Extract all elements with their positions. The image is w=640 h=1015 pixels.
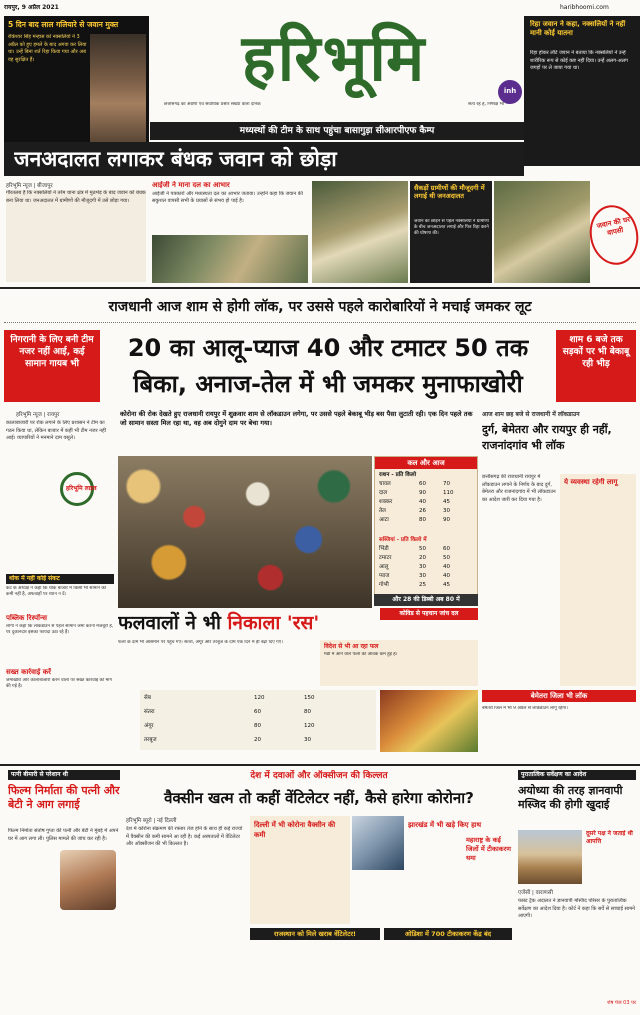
topline-rule xyxy=(4,322,636,323)
bemetara-title: बेमेतरा जिला भी लॉक xyxy=(530,692,588,700)
lead-kicker: 5 दिन बाद लाल गलियारे से जवान मुक्त xyxy=(8,20,119,29)
rajasthan-title: राजस्थान को मिले खराब वेंटिलेटर! xyxy=(274,930,356,938)
market-crowd-photo xyxy=(118,456,372,608)
arrangements-title: ये व्यवस्था रहेगी लागू xyxy=(564,478,618,486)
vaccine-photo xyxy=(352,816,404,870)
price-table xyxy=(379,471,475,531)
masthead-tagline: छत्तीसगढ़ का अग्रणी एवं सर्वाधिक प्रसार संख्या वाला दैनिक xyxy=(164,102,261,107)
dateline: रायपुर, 9 अप्रैल 2021 xyxy=(4,4,59,11)
live-logo-label: हरिभूमि लाइव xyxy=(66,485,97,492)
fruit-headline-word: निकाला 'रस' xyxy=(227,612,320,634)
bottom-right-headline: अयोध्या की तरह ज्ञानवापी मस्जिद की होगी खुदाई xyxy=(518,784,623,811)
app-badge-label: inh xyxy=(503,87,517,95)
photo2-caption: सैकड़ों ग्रामीणों की मौजूदगी में लगाई थी जनअदालत xyxy=(414,184,485,200)
fruit-side-title: विदेश से भी आ रहा फल xyxy=(324,643,379,650)
bottom-center-headline: वैक्सीन खत्म तो कहीं वेंटिलेटर नहीं, कैसे हारेगा कोरोना? xyxy=(164,789,474,807)
price-panel xyxy=(374,456,478,604)
right-headline: दुर्ग, बेमेतरा और रायपुर ही नहीं, राजनांदगांव भी लॉक xyxy=(482,423,612,452)
section-divider-1 xyxy=(0,287,640,289)
lockdown-topline: राजधानी आज शाम से होगी लॉक, पर उससे पहले कारोबारियों ने मचाई जमकर लूट xyxy=(108,299,532,315)
fruit-row-2: अंगूर 80 120 xyxy=(144,723,315,729)
bottom-right-byline: एजेंसी | वाराणसी xyxy=(518,890,553,896)
odisha-title: ओडिशा में 700 टीकाकरण केंद्र बंद xyxy=(404,930,492,938)
bottom-center-kicker: देश में दवाओं और ऑक्सीजन की किल्लत xyxy=(250,771,388,781)
veg-row-3: प्याज 30 40 xyxy=(379,573,450,579)
wholesale-body: कैट के अध्यक्ष ने कहा कि थोक बाजार में किसी भी सामान की कमी नहीं है, अफवाहों पर ध्यान न दें। xyxy=(6,586,107,597)
odisha-bar xyxy=(384,928,512,940)
rajasthan-bar xyxy=(250,928,380,940)
lead-body: गौरतलब है कि नक्सलियों ने तर्रेम थाना क्षेत्र में मुठभेड़ के बाद जवान को बंधक बना लिया था। जनअदालत में ग्रामीणों की मौजूदगी में उसे छोड़ा गया। xyxy=(6,190,146,282)
price-row-1: चावल 60 70 xyxy=(379,481,450,487)
bottom-left-headline: फिल्म निर्माता की पत्नी और बेटी ने आग लगाई xyxy=(8,784,120,811)
price-row-4: तेल 26 30 xyxy=(379,508,450,514)
right-topline: आज शाम छह बजे से राजधानी में लॉकडाउन xyxy=(482,411,580,418)
masthead-title: हरिभूमि xyxy=(241,21,427,96)
bottom-right-kicker: पुरातात्विक सर्वेक्षण का आदेश xyxy=(518,770,636,780)
price-row-5: आटा 80 90 xyxy=(379,517,450,523)
arrangements-box xyxy=(560,474,636,686)
photo2-box xyxy=(410,181,492,283)
bottom-left-body: फिल्म निर्माता संतोष गुप्ता की पत्नी और बेटी ने मुंबई में अपने घर में आग लगा ली। पुलिस मामले की जांच कर रही है। xyxy=(8,828,119,842)
mandi-note: और 28 की डिब्बी अब 80 में xyxy=(374,594,478,606)
bottom-right-body: फास्ट ट्रैक अदालत ने ज्ञानवापी मस्जिद परिसर के पुरातात्विक सर्वेक्षण का आदेश दिया है। कोर्ट ने कहा कि सर्वे से सच्चाई सामने आएगी। xyxy=(518,898,635,919)
strict-action-title: सख्त कार्रवाई करें xyxy=(6,668,51,676)
teaser-box xyxy=(524,16,640,166)
lead-headline: जनअदालत लगाकर बंधक जवान को छोड़ा xyxy=(14,147,337,171)
section-divider-2 xyxy=(0,764,640,766)
fruit-table xyxy=(140,690,376,750)
haribhoomi-live-logo xyxy=(60,470,118,510)
bottom-center-byline: हरिभूमि ब्यूरो | नई दिल्ली xyxy=(126,818,177,824)
maharashtra-title: महाराष्ट्र के कई जिलों में टीकाकरण थमा xyxy=(466,836,511,862)
price-row-3: शक्कर 40 45 xyxy=(379,499,450,505)
fruit-row-3: तरबूज 20 30 xyxy=(144,737,311,743)
strict-action-body: जमाखोरों और कालाबाजारी करने वालों पर सख्त कार्रवाई की मांग की गई है। xyxy=(6,678,112,689)
bemetara-bar xyxy=(482,690,636,702)
fruit-photo xyxy=(380,690,478,752)
veg-table xyxy=(379,545,475,593)
lockdown-body: कालाबाजारी पर रोक लगाने के लिए प्रशासन ने टीम का गठन किया था, लेकिन बाजार में कहीं भी टीम नजर नहीं आई। व्यापारियों ने मनमाने दाम वसूले। xyxy=(6,420,106,441)
continue-label[interactable]: शेष पेज 03 पर xyxy=(607,1000,636,1006)
mediators-banner xyxy=(150,122,524,140)
mosque-photo xyxy=(518,830,582,884)
homecoming-stamp xyxy=(584,201,640,270)
actress-photo xyxy=(60,850,116,910)
lockdown-intro: कोरोना की रोक देखते हुए राजधानी रायपुर में शुक्रवार शाम से लॉकडाउन लगेगा, पर उससे पहले बेकाबू भीड़ बस पैसा लुटाती रही। एक दिन पहले तक जो सामान सस्ता मिल रहा था, वह अब दोगुने दाम पर बेचा गया। xyxy=(120,410,473,427)
jharkhand-title: झारखंड में भी खड़े किए हाथ xyxy=(408,821,482,829)
bottom-left-kicker: पत्नी बीमारी से परेशान थी xyxy=(8,770,120,780)
surveillance-box xyxy=(4,330,100,402)
ig-photo xyxy=(152,235,308,283)
price-row-2: दाल 90 110 xyxy=(379,490,454,496)
maharashtra-box xyxy=(464,836,512,924)
teaser-body: रिहा होकर लौटे जवान ने बताया कि नक्सलियों ने उन्हें शारीरिक रूप से कोई कष्ट नहीं दिया। उन्हें अलग-अलग जगहों पर ले जाया गया था। xyxy=(530,50,628,71)
public-response-title: पब्लिक रिस्पॉन्स xyxy=(6,614,47,622)
villagers-photo xyxy=(494,181,590,283)
public-response-body: लोगों ने कहा कि लॉकडाउन से पहले सामान जमा करना मजबूरी है, पर दुकानदार इसका फायदा उठा रहे हैं। xyxy=(6,624,114,635)
fruit-row-1: संतरा 60 80 xyxy=(144,709,311,715)
veg-row-2: आलू 30 40 xyxy=(379,564,450,570)
fruit-side xyxy=(320,640,478,686)
stamp-text: जवान की घर वापसी xyxy=(596,215,631,238)
fruit-row-0: सेब 120 150 xyxy=(144,695,315,701)
bottom-right-quote: दूसरे पक्ष ने जताई थी आपत्ति xyxy=(586,830,633,845)
crowd-text: शाम 6 बजे तक सड़कों पर भी बेकाबू रही भीड़ xyxy=(562,335,630,369)
fruit-headline-prefix: फलवालों ने भी xyxy=(118,612,221,634)
lead-byline: हरिभूमि न्यूज | बीजापुर xyxy=(6,183,53,189)
veg-title: सब्जियां - प्रति किलो में xyxy=(379,537,427,543)
veg-row-1: टमाटर 20 50 xyxy=(379,555,450,561)
veg-row-0: भिंडी 50 60 xyxy=(379,546,450,552)
mediators-line: मध्यस्थों की टीम के साथ पहुंचा बासागुड़ा सीआरपीएफ कैम्प xyxy=(239,126,435,136)
bottom-center-body: देश में कोरोना संक्रमण की रफ्तार तेज होने के साथ ही कई राज्यों में वैक्सीन की कमी सामने आ रही है। कई अस्पतालों में वेंटिलेटर और ऑक्सीजन की भी किल्लत है। xyxy=(126,826,243,847)
lockdown-headline-2: बिका, अनाज-तेल में भी जमकर मुनाफाखोरी xyxy=(133,370,523,398)
delhi-box-title: दिल्ली में भी कोरोना वैक्सीन की कमी xyxy=(254,821,336,839)
photo1-body: आईजी ने पत्रकारों और मध्यस्थता दल का आभार जताया। उन्होंने कहा कि जवान की सकुशल वापसी सभी के प्रयासों से संभव हो पाई है। xyxy=(152,191,303,204)
fruit-body: फलों के दाम भी आसमान पर पहुंच गए। संतरा, अंगूर और तरबूज के दाम एक दिन में ही बढ़ा दिए गए। xyxy=(118,640,283,645)
app-badge[interactable] xyxy=(498,80,522,104)
covid-box-text: कोविड से पहचान जांच दल xyxy=(399,610,459,617)
website[interactable]: haribhoomi.com xyxy=(560,4,609,11)
masthead-logo-area xyxy=(150,16,510,116)
masthead-motto: सत्य रहे हैं, निष्पक्ष भी xyxy=(468,102,504,107)
lockdown-headline-1: 20 का आलू-प्याज 40 और टमाटर 50 तक xyxy=(127,334,529,362)
camp-photo xyxy=(312,181,408,283)
photo1-caption: आईजी ने माना दल का आभार xyxy=(152,181,230,189)
veg-row-4: गोभी 25 45 xyxy=(379,582,450,588)
crowd-box xyxy=(556,330,636,402)
masthead-strip xyxy=(0,0,640,16)
delhi-box xyxy=(250,816,350,924)
freed-jawan-photo xyxy=(90,34,146,150)
price-title: कल और आज xyxy=(375,457,477,469)
teaser-title: रिहा जवान ने कहा, नक्सलियों ने नहीं मानी कोई यातना xyxy=(530,20,626,37)
lockdown-byline: हरिभूमि न्यूज | रायपुर xyxy=(16,412,60,418)
wholesale-bar xyxy=(6,574,114,584)
bemetara-body: बेमेतरा जिले में भी 9 अप्रैल से लॉकडाउन लागू रहेगा। xyxy=(482,706,568,711)
right-body: छत्तीसगढ़ की राजधानी रायपुर में लॉकडाउन लगाने के निर्णय के बाद दुर्ग, बेमेतरा और राजनांदगांव में भी लॉकडाउन का आदेश जारी कर दिया गया है। xyxy=(482,474,556,503)
lead-kicker-body: रॉकेश्वर सिंह मन्हास को नक्सलियों ने 3 अप्रैल को हुए हमले के बाद अगवा कर लिया था। उन्हें बिना शर्त रिहा किया गया और अब वह सुरक्षित हैं। xyxy=(8,34,87,63)
fruit-side-body: मंडी में आने वाले फलों की आवक कम हुई है। xyxy=(324,652,398,657)
covid-bar xyxy=(380,608,478,620)
lead-headline-bar xyxy=(4,142,524,176)
price-row-0: राशन - प्रति किलो xyxy=(379,472,416,478)
surveillance-text: निगरानी के लिए बनी टीम नजर नहीं आई, कई सामान गायब भी xyxy=(10,335,94,369)
wholesale-title: थोक में नहीं कोई संकट xyxy=(9,575,60,582)
photo2-body: जवान को छोड़ने से पहले नक्सलियों ने ग्रामीणों के बीच जनअदालत लगाई और फिर रिहा करने की घोषणा की। xyxy=(414,219,489,236)
